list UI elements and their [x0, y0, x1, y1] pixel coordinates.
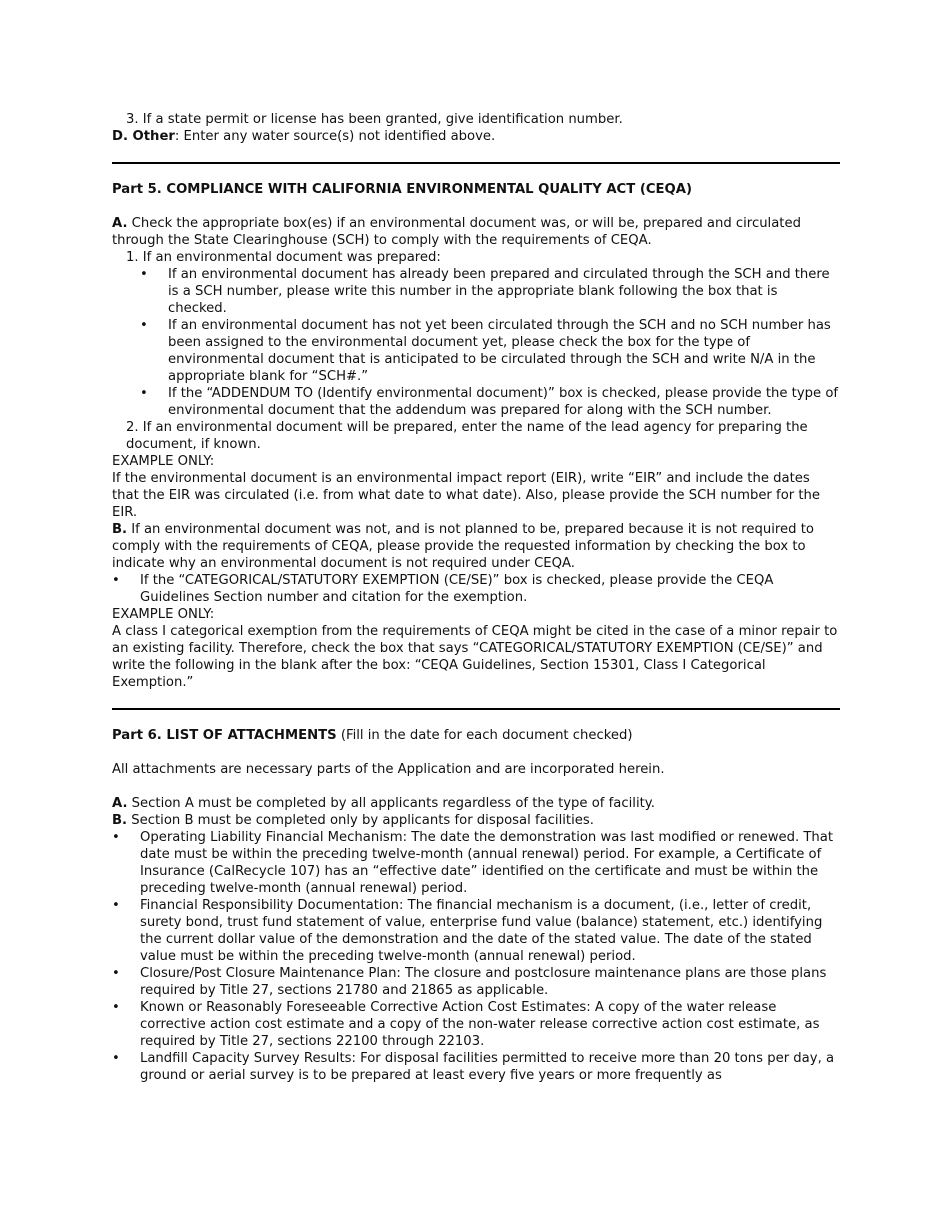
list-item-text: Known or Reasonably Foreseeable Corrective Action Cost Estimates: A copy of the water release corrective action cost estimate and a copy of the non-water release corrective action cost estimate, as required by Title 27, sections 22100 through 22103. — [140, 1000, 820, 1049]
bullet-icon: • — [112, 966, 120, 981]
part6-a-paragraph — [112, 795, 840, 812]
part6-b-label: B. — [112, 813, 128, 828]
bullet-icon: • — [112, 1000, 120, 1015]
part5-item-1: 1. If an environmental document was prepared: — [126, 250, 441, 265]
bullet-icon: • — [112, 830, 120, 845]
part6-intro: All attachments are necessary parts of the Application and are incorporated herein. — [112, 762, 665, 777]
example-label: EXAMPLE ONLY: — [112, 454, 215, 469]
bullet-icon: • — [140, 318, 148, 333]
part6-title — [112, 727, 840, 744]
part6-b-paragraph — [112, 812, 840, 829]
document-page — [112, 111, 840, 1084]
list-item-text: Operating Liability Financial Mechanism: The date the demonstration was last modified or renewed. That date must be within the preceding twelve-month (annual renewal) period. For example, a Certificate of Insurance (CalRecycle 107) has an “effective date” identified on the certificate and must be within the preceding twelve-month (annual renewal) period. — [140, 830, 834, 896]
other-label: D. Other — [112, 129, 175, 144]
part6-a-label: A. — [112, 796, 128, 811]
list-item — [112, 572, 840, 606]
list-item-text: If the “CATEGORICAL/STATUTORY EXEMPTION (CE/SE)” box is checked, please provide the CEQA Guidelines Section number and citation for the exemption. — [140, 573, 774, 605]
list-item — [112, 266, 840, 317]
list-item-text: Closure/Post Closure Maintenance Plan: The closure and postclosure maintenance plans are those plans required by Title 27, sections 21780 and 21865 as applicable. — [140, 966, 827, 998]
list-item — [112, 897, 840, 965]
part6-b-text: Section B must be completed only by applicants for disposal facilities. — [127, 813, 594, 828]
bullet-icon: • — [112, 1051, 120, 1066]
list-item-text: If an environmental document has already been prepared and circulated through the SCH and there is a SCH number, please write this number in the appropriate blank following the box that is checked. — [168, 267, 830, 316]
list-item — [112, 999, 840, 1050]
example-text: A class I categorical exemption from the requirements of CEQA might be cited in the case of a minor repair to an existing facility. Therefore, check the box that says “CATEGORICAL/STATUTORY EXEMPTION (CE/SE)” and write the following in the blank after the box: “CEQA Guidelines, Section 15301, Class I Categorical Exemption.” — [112, 624, 838, 690]
permit-item-3: 3. If a state permit or license has been granted, give identification number. — [126, 112, 623, 127]
list-item-text: If an environmental document has not yet been circulated through the SCH and no SCH number has been assigned to the environmental document yet, please check the box for the type of environmental document that is anticipated to be circulated through the SCH and write N/A in the appropriate blank for “SCH#.” — [168, 318, 831, 384]
part5-a-bullet-list — [112, 266, 840, 419]
part6-title-bold: Part 6. LIST OF ATTACHMENTS — [112, 728, 337, 743]
part5-title: Part 5. COMPLIANCE WITH CALIFORNIA ENVIRONMENTAL QUALITY ACT (CEQA) — [112, 182, 692, 197]
part6-bullet-list — [112, 829, 840, 1084]
list-item — [112, 965, 840, 999]
list-item — [112, 829, 840, 897]
other-text: : Enter any water source(s) not identified above. — [174, 129, 496, 144]
list-item-text: Financial Responsibility Documentation: The financial mechanism is a document, (i.e., letter of credit, surety bond, trust fund statement of value, enterprise fund value (balance) statement, etc.) identifying the current dollar value of the demonstration and the date of the stated value. The date of the stated value must be within the preceding twelve-month (annual renewal) period. — [140, 898, 823, 964]
list-item — [112, 317, 840, 385]
list-item-text: If the “ADDENDUM TO (Identify environmental document)” box is checked, please provide the type of environmental document that the addendum was prepared for along with the SCH number. — [168, 386, 839, 418]
bullet-icon: • — [112, 898, 120, 913]
other-paragraph — [112, 128, 840, 145]
part5-b-text: If an environmental document was not, and is not planned to be, prepared because it is not required to comply with the requirements of CEQA, please provide the requested information by checking the box to indicate why an environmental document is not required under CEQA. — [112, 522, 814, 571]
part5-a-text: Check the appropriate box(es) if an environmental document was, or will be, prepared and circulated through the State Clearinghouse (SCH) to comply with the requirements of CEQA. — [112, 216, 801, 248]
part5-a-paragraph — [112, 215, 840, 249]
list-item — [112, 385, 840, 419]
example-text: If the environmental document is an environmental impact report (EIR), write “EIR” and include the dates that the EIR was circulated (i.e. from what date to what date). Also, please provide the SCH number for the EIR. — [112, 471, 821, 520]
bullet-icon: • — [112, 573, 120, 588]
bullet-icon: • — [140, 386, 148, 401]
part5-a-label: A. — [112, 216, 128, 231]
example-label: EXAMPLE ONLY: — [112, 607, 215, 622]
part5-item-2: 2. If an environmental document will be prepared, enter the name of the lead agency for preparing the document, if known. — [126, 420, 808, 452]
part6-a-text: Section A must be completed by all applicants regardless of the type of facility. — [127, 796, 655, 811]
part5-b-paragraph — [112, 521, 840, 572]
part6-title-note: (Fill in the date for each document checked) — [336, 728, 633, 743]
bullet-icon: • — [140, 267, 148, 282]
part5-b-bullet-list — [112, 572, 840, 606]
list-item-text: Landfill Capacity Survey Results: For disposal facilities permitted to receive more than 20 tons per day, a ground or aerial survey is to be prepared at least every five years or more frequently as — [140, 1051, 835, 1083]
part5-b-label: B. — [112, 522, 128, 537]
list-item — [112, 1050, 840, 1084]
